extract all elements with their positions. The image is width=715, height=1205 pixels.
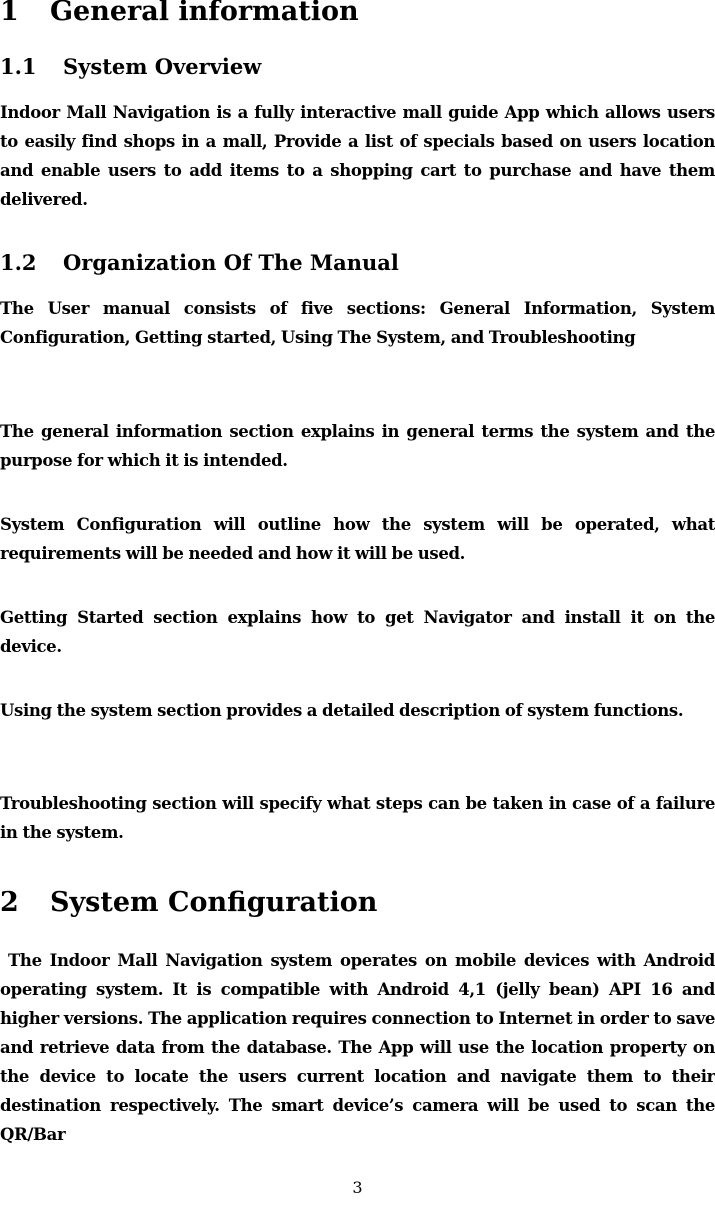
section-number: 1 [0,0,19,27]
subsection-heading-system-overview [0,53,261,81]
paragraph-using-the-system: Using the system section provides a detailed description of system functions. [0,701,684,720]
subsection-number: 1.2 [0,250,37,275]
section-heading-general-information [0,0,359,28]
page-number: 3 [352,1178,363,1197]
subsection-title: Organization Of The Manual [63,250,399,275]
paragraph-system-configuration: System Configuration will outline how the system will be operated, what requirements will be needed and how it will be used. [0,515,715,563]
section-heading-system-configuration [0,887,377,919]
paragraph-system-configuration-details: The Indoor Mall Navigation system operates on mobile devices with Android operating system. It is compatible with Android 4,1 (jelly bean) API 16 and higher versions. The application requires connection to Internet in order to save and retrieve data from the database. The App will use the location property on the device to locate the users current location and navigate them to their destination respectively. The smart device’s camera will be used to scan the QR/Bar [0,951,715,1144]
paragraph-system-overview: Indoor Mall Navigation is a fully interactive mall guide App which allows users to easily find shops in a mall, Provide a list of specials based on users location and enable users to add items to a shopping cart to purchase and have them delivered. [0,103,715,209]
paragraph-manual-sections: The User manual consists of five sections: General Information, System Configuration, Getting started, Using The System, and Troubleshooting [0,299,715,347]
section-title: General information [50,0,359,27]
paragraph-getting-started: Getting Started section explains how to get Navigator and install it on the device. [0,608,715,656]
paragraph-general-information: The general information section explains in general terms the system and the purpose for which it is intended. [0,422,715,470]
subsection-title: System Overview [63,54,262,79]
subsection-number: 1.1 [0,54,37,79]
section-number: 2 [0,887,19,918]
section-title: System Configuration [50,887,378,918]
paragraph-troubleshooting: Troubleshooting section will specify what steps can be taken in case of a failure in the system. [0,794,715,842]
subsection-heading-organization-of-manual [0,249,399,277]
